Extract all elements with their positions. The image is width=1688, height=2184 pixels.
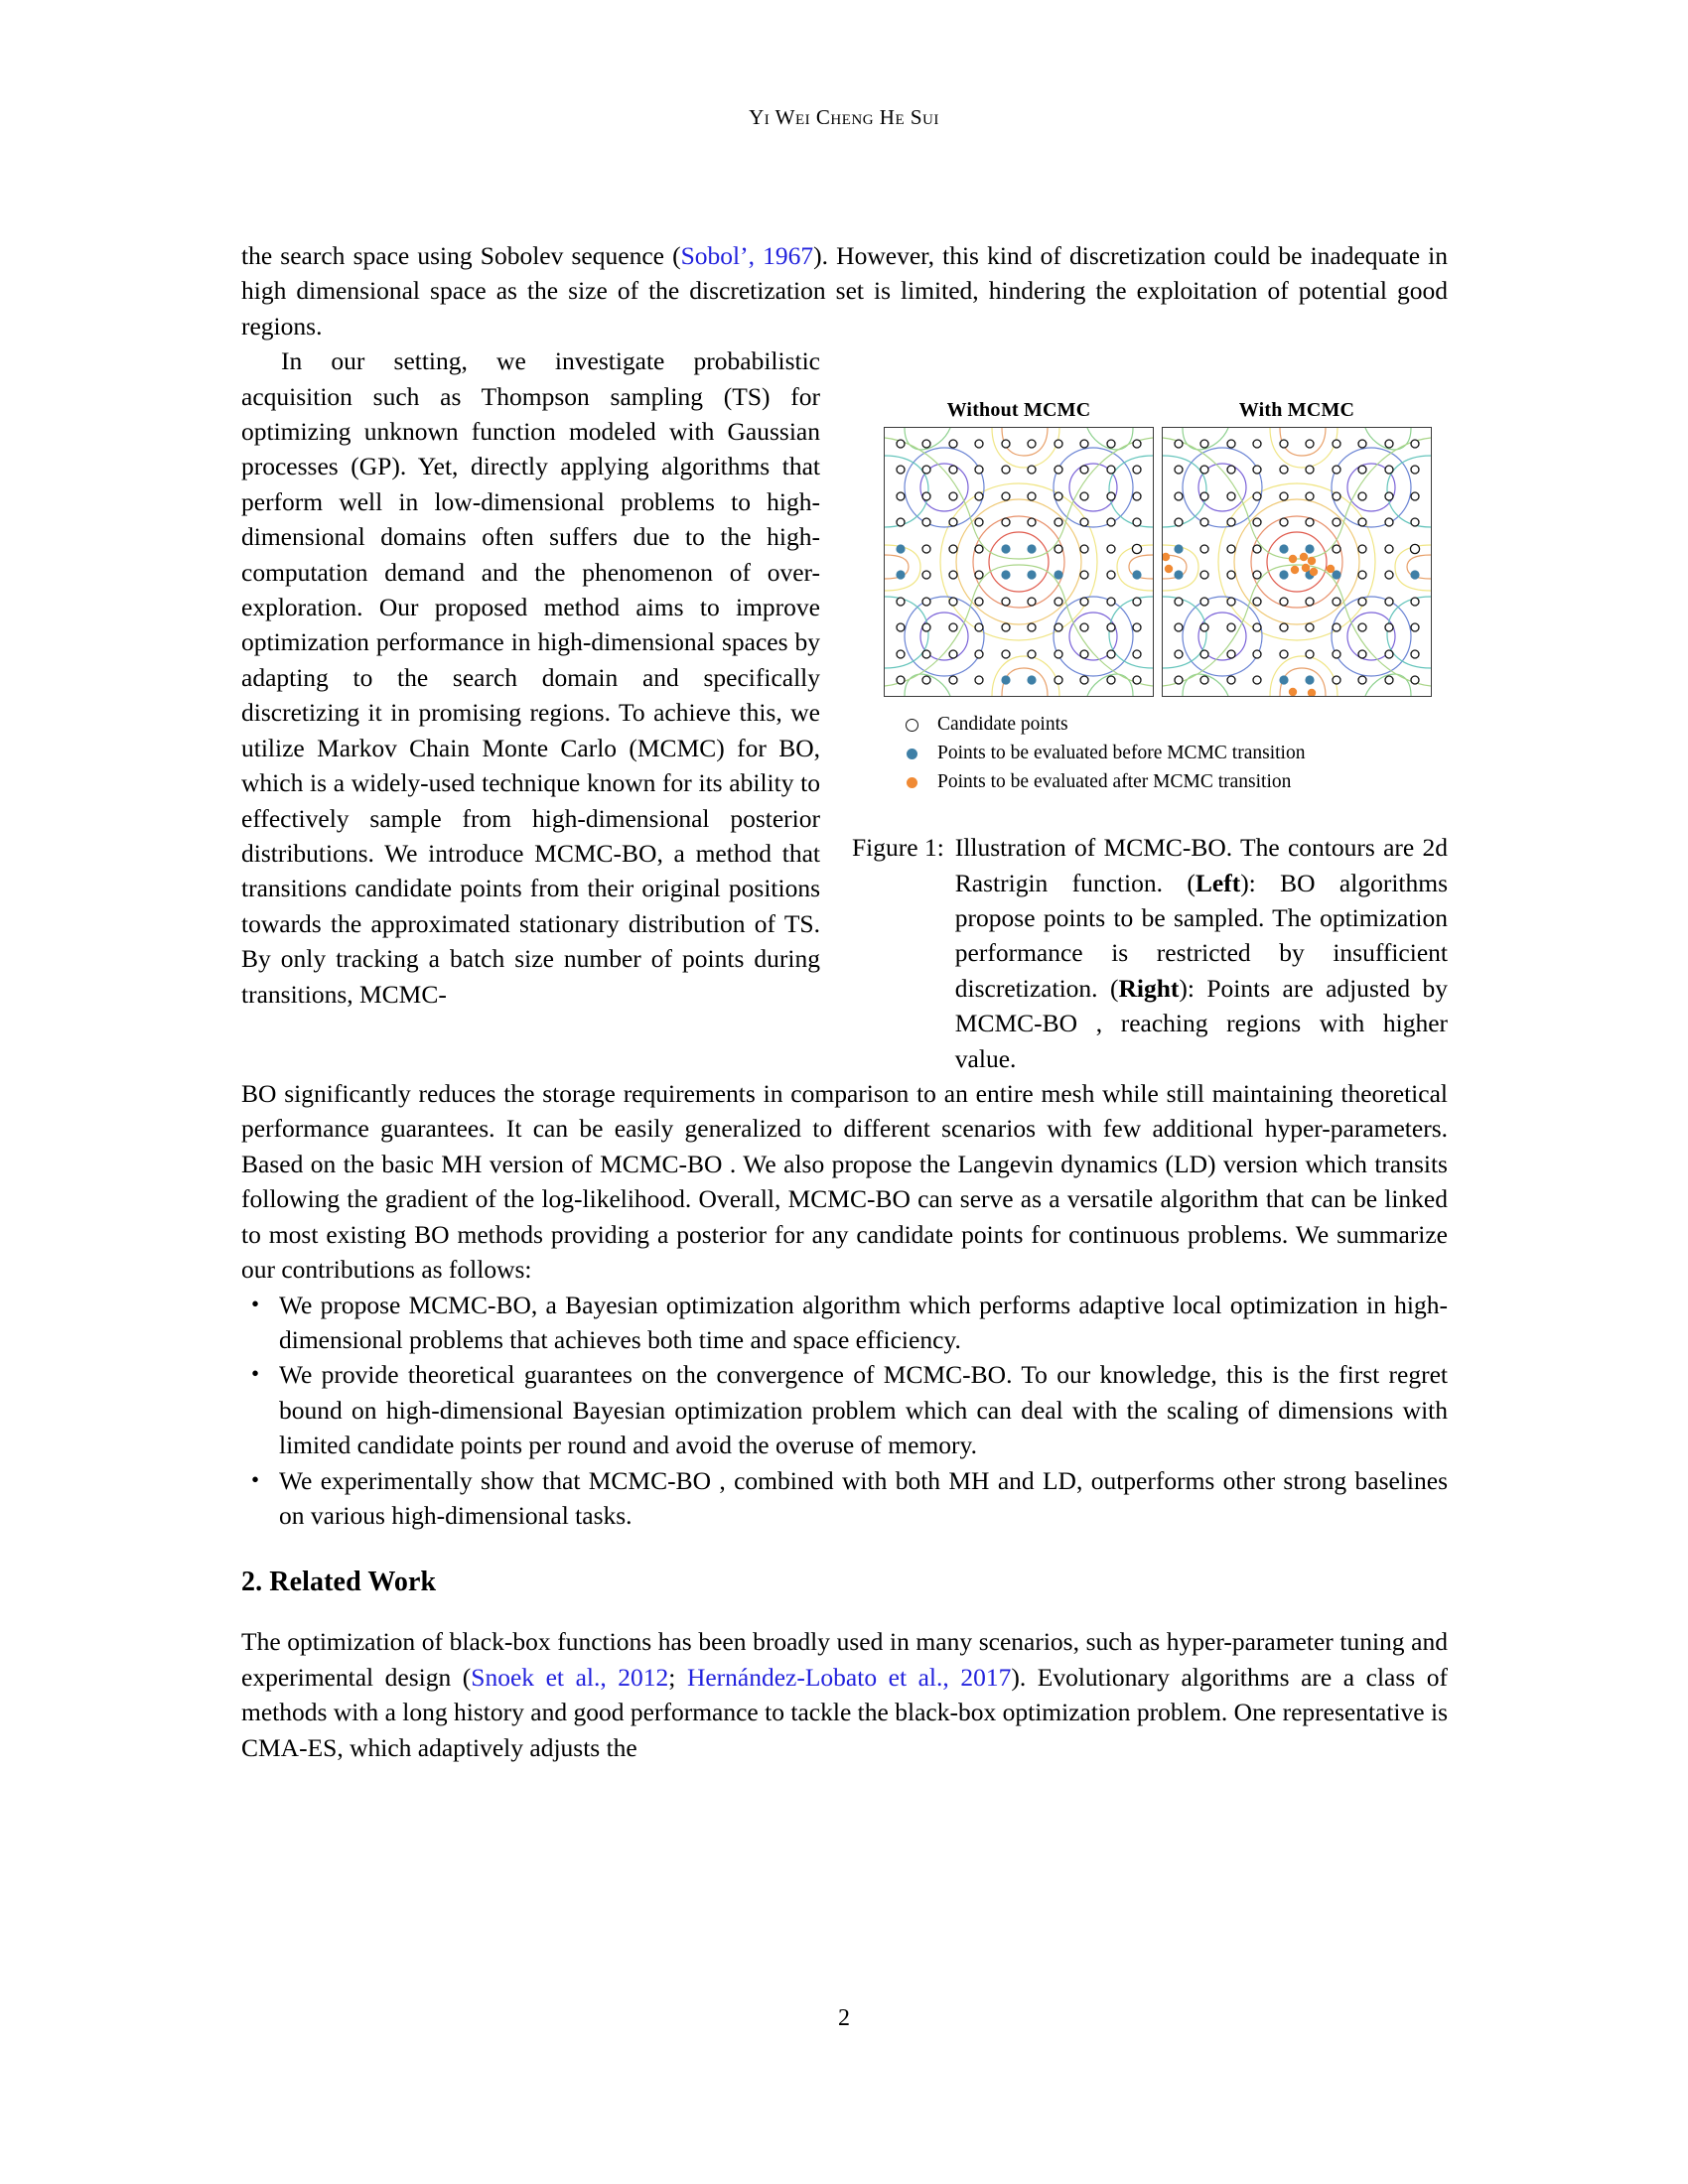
legend-row-after [886,767,1448,796]
caption-right-bold: Right [1118,973,1180,1003]
citation-hernandez-lobato[interactable]: Hernández-Lobato et al., 2017 [686,1662,1012,1692]
panel-with-mcmc [1162,399,1432,697]
plot-without-mcmc [884,427,1154,697]
list-item: • We propose MCMC-BO, a Bayesian optimization algorithm which performs adaptive local optimization in high-dimensional problems that achieves both time and space efficiency. [241,1288,1448,1358]
legend-row-before [886,739,1448,767]
open-circle-marker-icon [886,710,937,739]
caption-part-b: ): BO algorithms propose points to be sampled. The optimization performance is restricted by insufficient discretization. ( [954,868,1448,1003]
related-work-part-b: ). Evolutionary algorithms are a class of methods with a long history and good performance to tackle the black-box optimization problem. One representative is CMA-ES, which adaptively adjusts the [241,1662,1449,1762]
page-number: 2 [838,2005,850,2031]
paragraph-intro [241,238,1448,343]
paragraph-setting-continued: BO significantly reduces the storage requirements in comparison to an entire mesh while still maintaining theoretical performance guarantees. It can be easily generalized to different scenarios with few additional hyper-parameters. Based on the basic MH version of MCMC-BO . We also propose the Langevin dynamics (LD) version which transits following the gradient of the log-likelihood. Overall, MCMC-BO can serve as a versatile algorithm that can be linked to most existing BO methods providing a posterior for any candidate points for continuous problems. We summarize our contributions as follows: [241,1079,1448,1285]
legend-label-before: Points to be evaluated before MCMC transition [937,743,1306,764]
legend-label-after: Points to be evaluated after MCMC transition [937,771,1292,793]
contributions-list [241,1288,1448,1534]
contour-plot-left [885,428,1153,696]
contour-plot-right [1163,428,1431,696]
orange-dot-marker-icon [886,767,937,796]
citation-snoek[interactable]: Snoek et al., 2012 [471,1662,669,1692]
figure-caption-text [955,830,1448,1076]
figure-1 [852,399,1448,1076]
paragraph-related-work [241,1624,1448,1765]
caption-part-c: ): Points are adjusted by MCMC-BO , reaching regions with higher value. [954,973,1448,1073]
candidate-points-left [897,440,1141,684]
figure-legend [886,710,1448,796]
caption-part-a: Illustration of MCMC-BO. The contours are 2d Rastrigin function. ( [954,833,1448,897]
panel-title-without-mcmc: Without MCMC [946,399,1091,422]
page-content [241,238,1448,1765]
panel-without-mcmc [884,399,1154,697]
figure-caption [852,830,1448,1076]
figure-panels [868,399,1448,697]
candidate-points-right [1175,440,1419,684]
related-work-part-a: The optimization of black-box functions has been broadly used in many scenarios, such as hyper-parameter tuning and experimental design ( [241,1627,1448,1692]
blue-dot-marker-icon [886,739,937,767]
running-head: Yi Wei Cheng He Sui [749,105,939,129]
figure-caption-label: Figure 1: [852,833,944,863]
plot-with-mcmc [1162,427,1432,697]
left-column-text [241,343,820,1012]
legend-row-candidate [886,710,1448,739]
paragraph-setting: In our setting, we investigate probabilistic acquisition such as Thompson sampling (TS) for optimizing unknown function modeled with Gaussian processes (GP). Yet, directly applying algorithms that perform well in low-dimensional problems to high-dimensional domains often suffers due to the high-computation demand and the phenomenon of over-exploration. Our proposed method aims to improve optimization performance in high-dimensional spaces by adapting to the search domain and specifically discretizing it in promising regions. To achieve this, we utilize Markov Chain Monte Carlo (MCMC) for BO, which is a widely-used technique known for its ability to effectively sample from high-dimensional posterior distributions. We introduce MCMC-BO, a method that transitions candidate points from their original positions towards the approximated stationary distribution of TS. By only tracking a batch size number of points during transitions, MCMC- [241,346,820,1009]
text-figure-wrap [241,343,1448,1076]
caption-left-bold: Left [1195,868,1241,897]
paragraph-intro-part-b: ). However, this kind of discretization could be inadequate in high dimensional space as the size of the discretization set is limited, hindering the exploitation of potential good regions. [241,241,1448,341]
list-item: • We experimentally show that MCMC-BO , combined with both MH and LD, outperforms other strong baselines on various high-dimensional tasks. [241,1463,1448,1534]
panel-title-with-mcmc: With MCMC [1238,399,1355,422]
legend-label-candidate: Candidate points [937,714,1068,736]
paragraph-intro-part-a: the search space using Sobolev sequence ( [241,241,681,270]
citation-separator: ; [668,1662,687,1692]
citation-sobol[interactable]: Sobol’, 1967 [680,241,814,270]
section-heading-related-work: 2. Related Work [241,1567,437,1598]
list-item: • We provide theoretical guarantees on the convergence of MCMC-BO. To our knowledge, this is the first regret bound on high-dimensional Bayesian optimization problem which can deal with the scaling of dimensions with limited candidate points per round and avoid the overuse of memory. [241,1357,1448,1462]
